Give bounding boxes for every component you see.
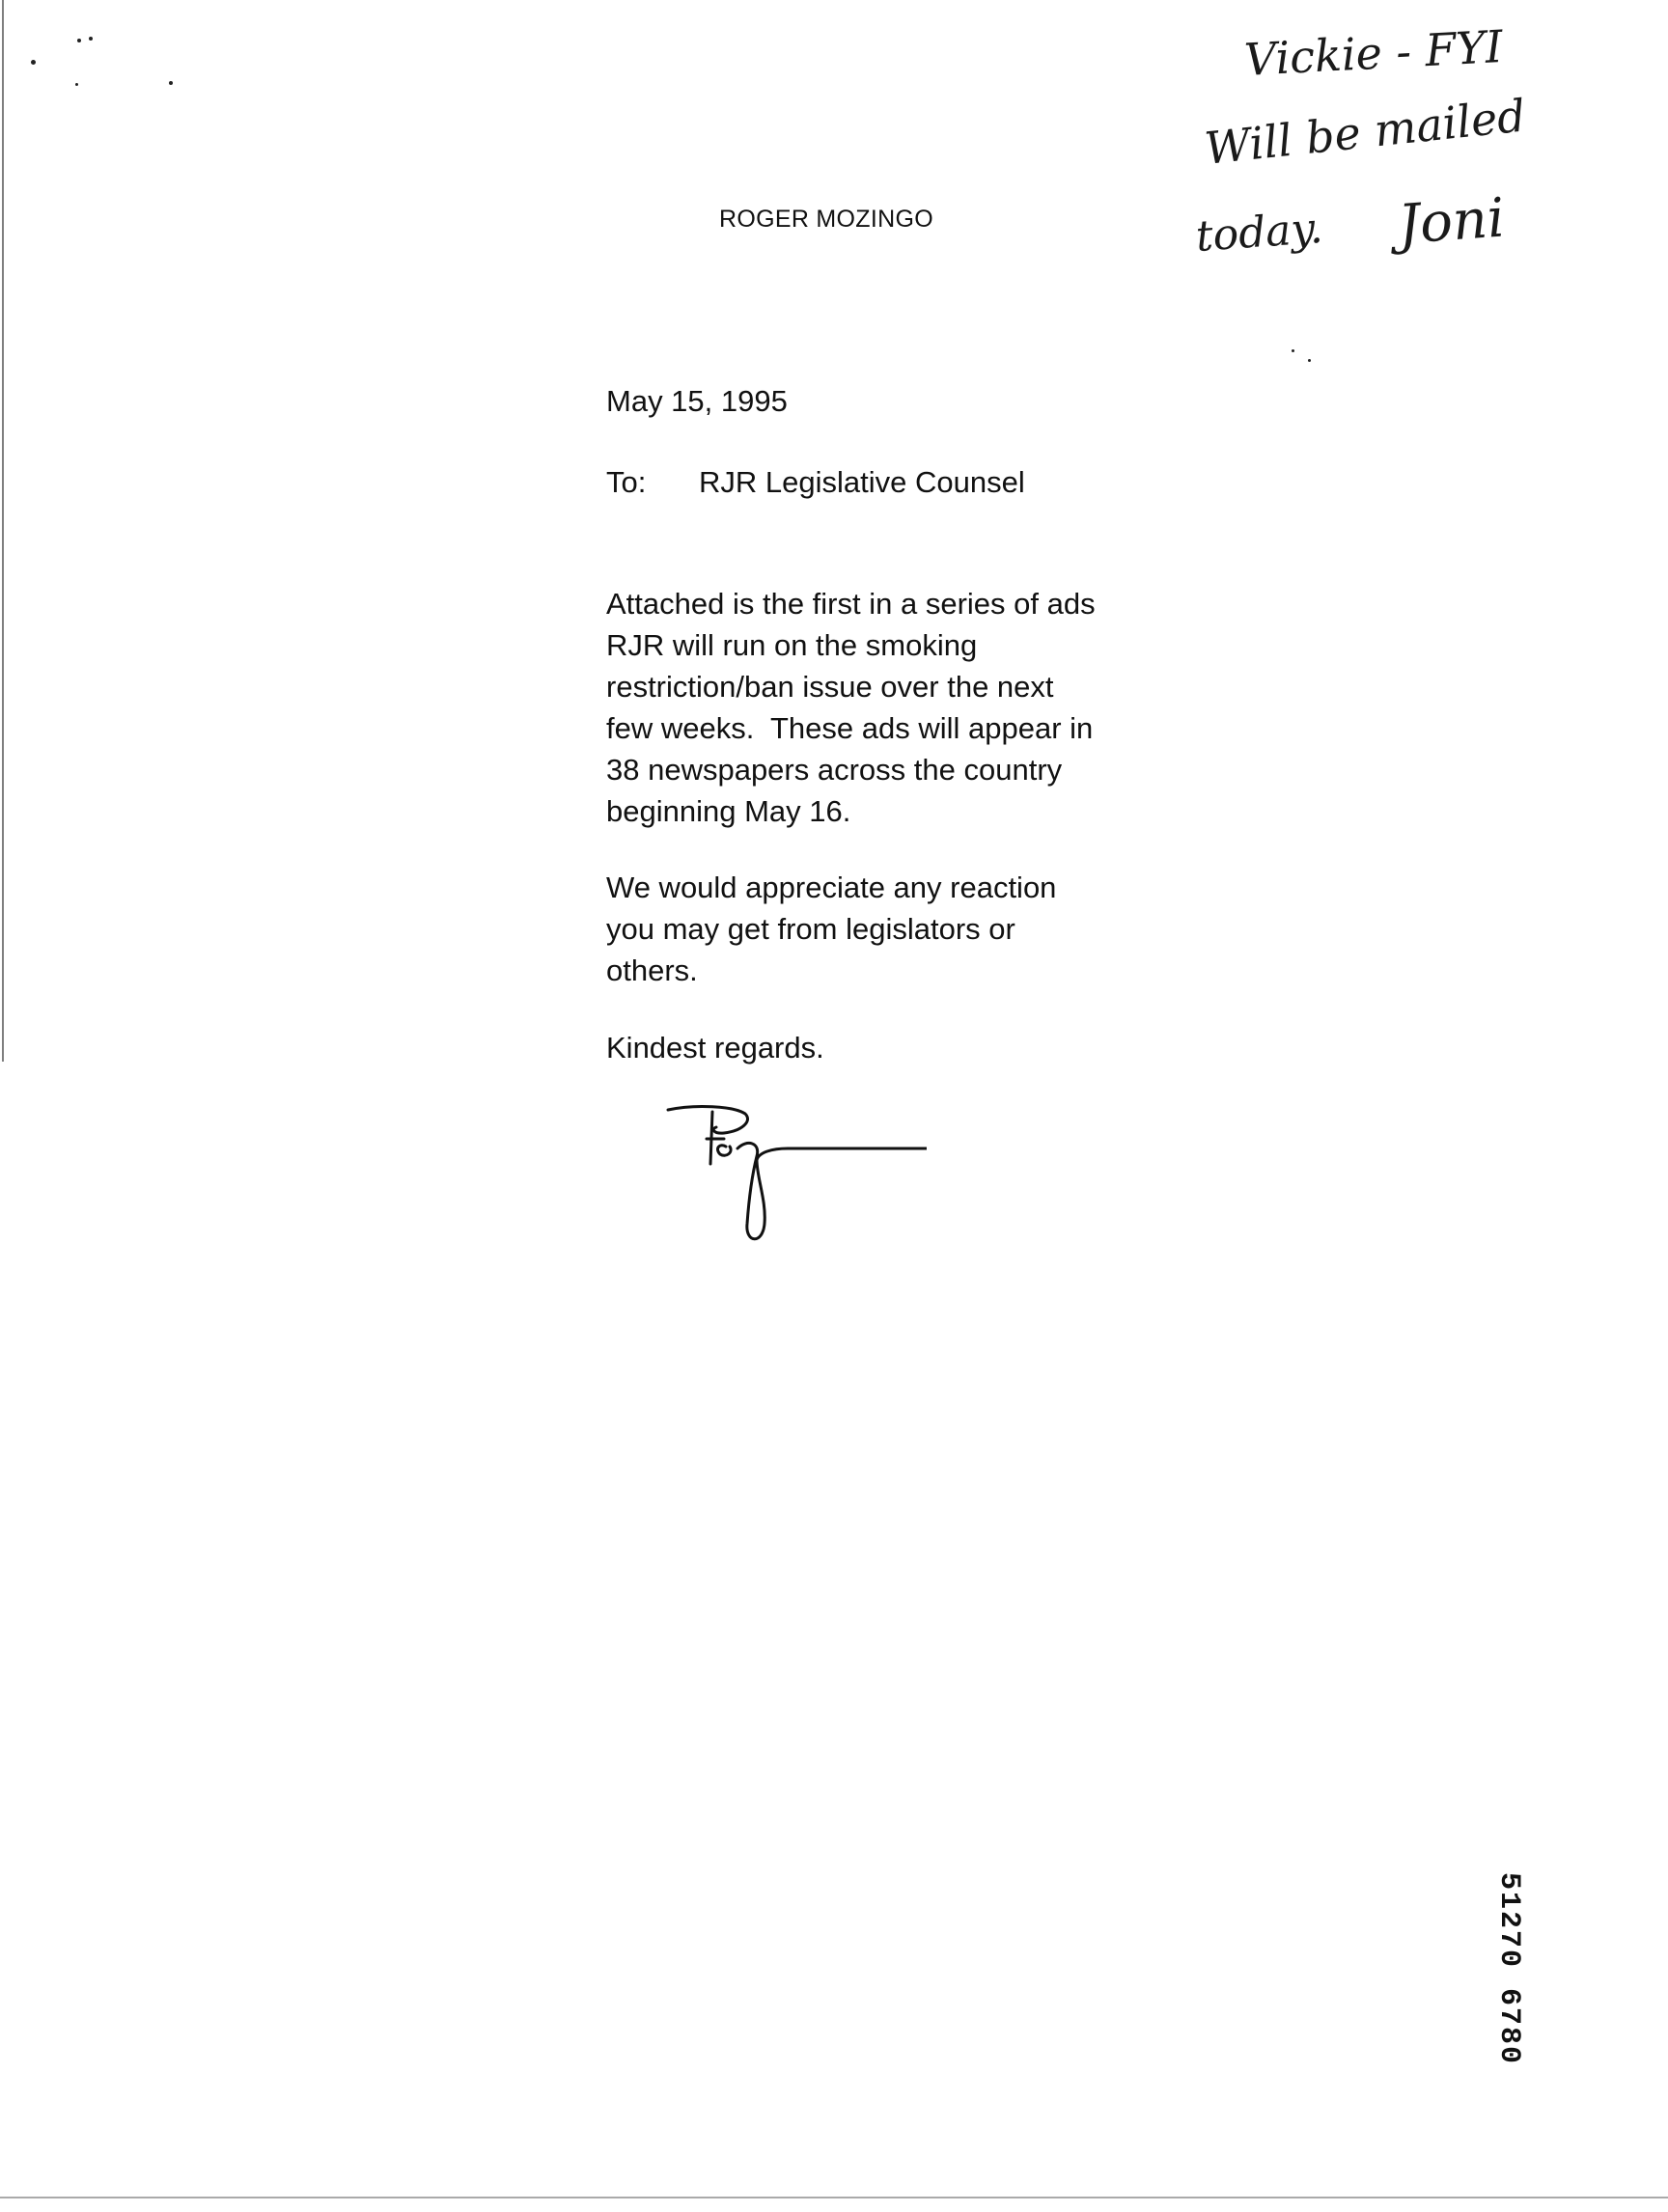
scan-speck [1292, 349, 1294, 352]
text-line: you may get from legislators or [606, 912, 1015, 946]
scan-bottom-line [0, 2197, 1668, 2198]
text-line: RJR will run on the smoking [606, 628, 978, 662]
text-line: Attached is the first in a series of ads [606, 587, 1096, 621]
handwritten-note-line1: Vickie - FYI [1242, 20, 1505, 86]
handwritten-note [1187, 19, 1622, 338]
handwritten-note-signoff: Joni [1396, 186, 1507, 257]
text-line: others. [606, 954, 698, 987]
to-line [606, 465, 1025, 500]
scan-speck [89, 37, 93, 41]
handwritten-note-line3: today. [1194, 203, 1325, 262]
recipient: RJR Legislative Counsel [699, 465, 1025, 499]
signature [656, 1100, 927, 1255]
text-line: restriction/ban issue over the next [606, 670, 1054, 704]
text-line: few weeks. These ads will appear in [606, 711, 1094, 745]
body-paragraph-1 [606, 583, 1096, 832]
closing: Kindest regards. [606, 1031, 824, 1065]
to-label: To: [606, 465, 647, 499]
scan-speck [169, 81, 173, 85]
body-paragraph-2 [606, 867, 1056, 991]
text-line: 38 newspapers across the country [606, 753, 1063, 787]
document-number: 51270 6780 [1492, 1872, 1525, 2066]
scan-edge-line [2, 0, 4, 1062]
scan-speck [75, 83, 78, 86]
scan-speck [31, 60, 36, 65]
memo-date: May 15, 1995 [606, 384, 788, 418]
text-line: beginning May 16. [606, 794, 851, 828]
scan-speck [1308, 359, 1311, 362]
handwritten-note-line2: Will be mailed [1202, 89, 1528, 175]
scan-speck [77, 39, 81, 42]
sender-name: ROGER MOZINGO [719, 206, 933, 233]
text-line: We would appreciate any reaction [606, 871, 1057, 904]
